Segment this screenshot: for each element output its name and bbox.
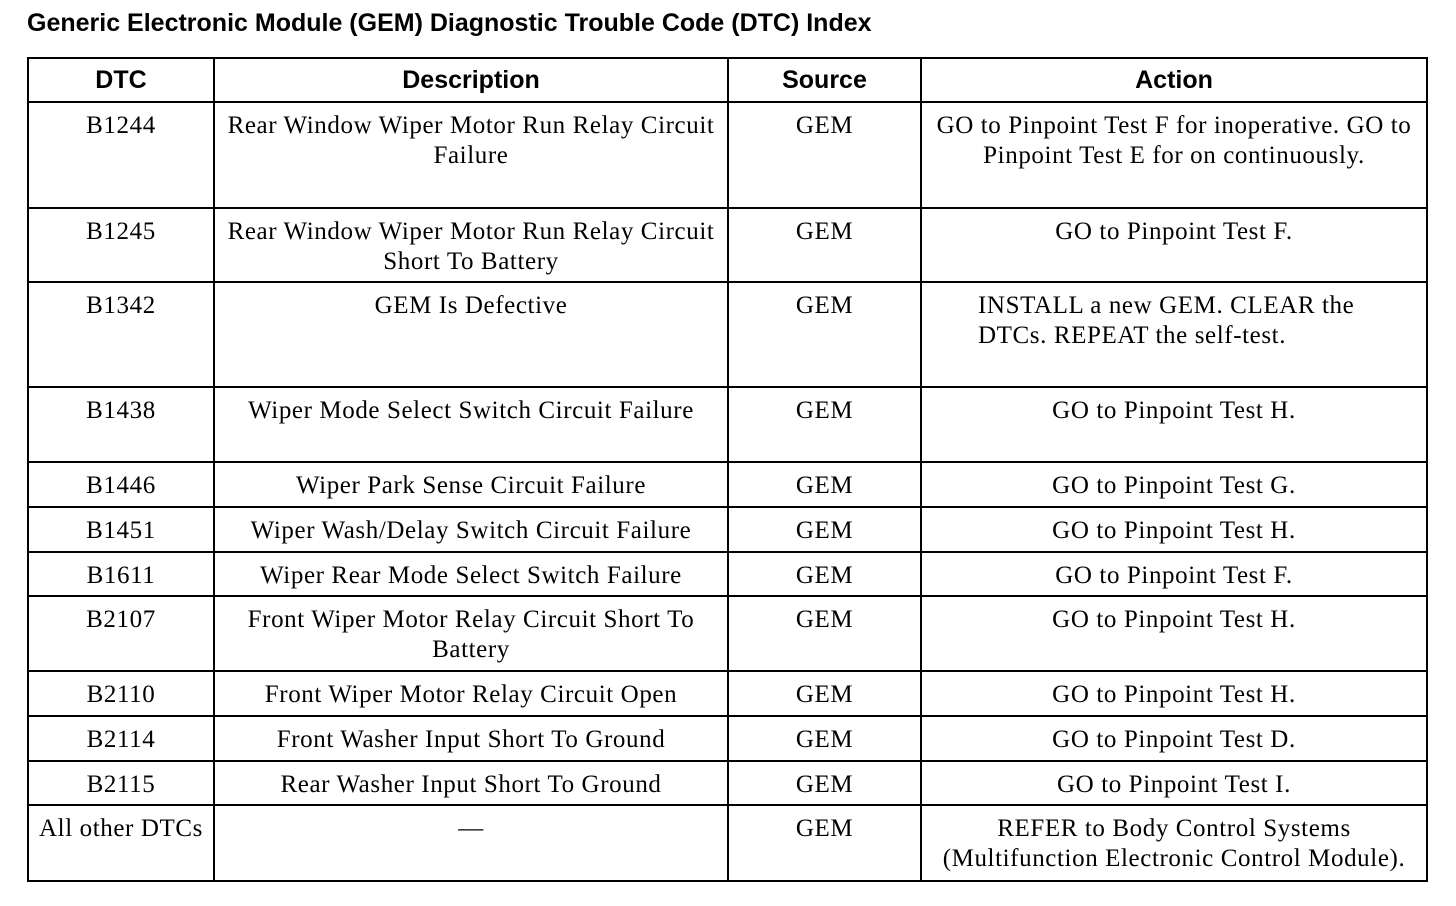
cell-action: GO to Pinpoint Test H. xyxy=(921,596,1427,671)
cell-action: GO to Pinpoint Test G. xyxy=(921,462,1427,507)
cell-source: GEM xyxy=(728,507,921,552)
cell-source: GEM xyxy=(728,462,921,507)
cell-source: GEM xyxy=(728,671,921,716)
cell-source: GEM xyxy=(728,596,921,671)
table-row xyxy=(28,507,1427,552)
table-row xyxy=(28,552,1427,596)
cell-action: GO to Pinpoint Test F. xyxy=(921,208,1427,282)
cell-action: GO to Pinpoint Test D. xyxy=(921,716,1427,761)
cell-action: REFER to Body Control Systems (Multifunction Electronic Control Module). xyxy=(921,805,1427,881)
cell-dtc: B1611 xyxy=(28,552,214,596)
table-row xyxy=(28,282,1427,387)
page-title: Generic Electronic Module (GEM) Diagnostic Trouble Code (DTC) Index xyxy=(27,9,872,37)
table-row xyxy=(28,462,1427,507)
cell-dtc: All other DTCs xyxy=(28,805,214,881)
cell-dtc: B1438 xyxy=(28,387,214,462)
cell-dtc: B2107 xyxy=(28,596,214,671)
cell-action: GO to Pinpoint Test I. xyxy=(921,761,1427,805)
dtc-index-table xyxy=(27,57,1428,882)
header-action: Action xyxy=(921,58,1427,102)
cell-description: Wiper Wash/Delay Switch Circuit Failure xyxy=(214,507,728,552)
cell-action: GO to Pinpoint Test F. xyxy=(921,552,1427,596)
cell-source: GEM xyxy=(728,387,921,462)
cell-action: GO to Pinpoint Test H. xyxy=(921,507,1427,552)
header-source: Source xyxy=(728,58,921,102)
cell-description: Wiper Mode Select Switch Circuit Failure xyxy=(214,387,728,462)
cell-description: — xyxy=(214,805,728,881)
cell-action: GO to Pinpoint Test H. xyxy=(921,671,1427,716)
cell-source: GEM xyxy=(728,208,921,282)
header-description: Description xyxy=(214,58,728,102)
cell-description: Rear Window Wiper Motor Run Relay Circuit Failure xyxy=(214,102,728,208)
cell-action: GO to Pinpoint Test F for inoperative. GO to Pinpoint Test E for on continuously. xyxy=(921,102,1427,208)
cell-source: GEM xyxy=(728,805,921,881)
cell-description: Front Wiper Motor Relay Circuit Open xyxy=(214,671,728,716)
header-dtc: DTC xyxy=(28,58,214,102)
cell-dtc: B2114 xyxy=(28,716,214,761)
cell-action: GO to Pinpoint Test H. xyxy=(921,387,1427,462)
cell-source: GEM xyxy=(728,552,921,596)
cell-source: GEM xyxy=(728,716,921,761)
cell-action: INSTALL a new GEM. CLEAR the DTCs. REPEAT the self-test. xyxy=(921,282,1427,387)
cell-dtc: B1451 xyxy=(28,507,214,552)
cell-description: GEM Is Defective xyxy=(214,282,728,387)
cell-dtc: B1342 xyxy=(28,282,214,387)
cell-description: Wiper Park Sense Circuit Failure xyxy=(214,462,728,507)
table-row xyxy=(28,761,1427,805)
table-row xyxy=(28,387,1427,462)
cell-description: Wiper Rear Mode Select Switch Failure xyxy=(214,552,728,596)
table-row xyxy=(28,596,1427,671)
cell-dtc: B2115 xyxy=(28,761,214,805)
header-row xyxy=(28,58,1427,102)
cell-dtc: B1245 xyxy=(28,208,214,282)
cell-source: GEM xyxy=(728,102,921,208)
table-row xyxy=(28,671,1427,716)
table-row xyxy=(28,102,1427,208)
table-row xyxy=(28,716,1427,761)
cell-source: GEM xyxy=(728,761,921,805)
cell-description: Rear Washer Input Short To Ground xyxy=(214,761,728,805)
cell-description: Front Wiper Motor Relay Circuit Short To Battery xyxy=(214,596,728,671)
cell-dtc: B1446 xyxy=(28,462,214,507)
cell-dtc: B2110 xyxy=(28,671,214,716)
cell-description: Front Washer Input Short To Ground xyxy=(214,716,728,761)
cell-description: Rear Window Wiper Motor Run Relay Circuit Short To Battery xyxy=(214,208,728,282)
table-row xyxy=(28,805,1427,881)
table-row xyxy=(28,208,1427,282)
cell-dtc: B1244 xyxy=(28,102,214,208)
cell-source: GEM xyxy=(728,282,921,387)
